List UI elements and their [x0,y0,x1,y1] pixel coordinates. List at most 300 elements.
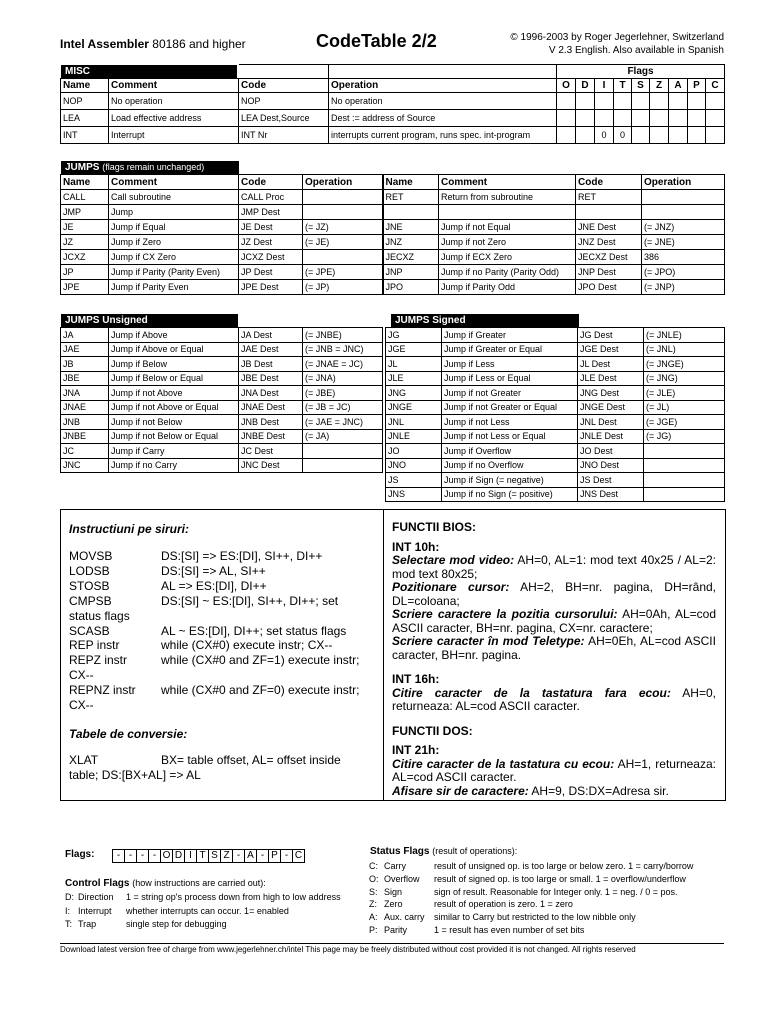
flag-legend-cell: O [160,849,173,863]
jump-comment: Jump if Equal [109,220,239,235]
jump-code: JO Dest [578,444,644,459]
jump-code: JCXZ Dest [239,250,303,265]
jump-op: (= JZ) [303,220,383,235]
misc-name: LEA [61,110,109,127]
jumps-subtitle: (flags remain unchanged) [102,162,205,172]
unsigned-title: JUMPS Unsigned [61,314,238,327]
flag-legend-cell: - [124,849,137,863]
jump-code: JNE Dest [576,220,642,235]
jump-comment: Jump if not Less or Equal [442,429,578,444]
jump-comment [439,205,576,220]
jump-op: (= JNB = JNC) [303,342,383,357]
flag-cell-i: 0 [595,127,614,144]
jump-name: JL [386,357,442,372]
string-instr-desc: AL ~ ES:[DI], DI++; set status flags [161,623,347,638]
jump-code: JB Dest [239,357,303,372]
jump-code: JNP Dest [576,265,642,280]
jump-code: JNA Dest [239,386,303,401]
conversion-title: Tabele de conversie: [69,727,188,741]
jump-name: JNB [61,415,109,430]
misc-header-name: Name [61,79,109,93]
flag-key: T: [65,919,73,929]
jumps-title-text: JUMPS [65,162,100,173]
misc-header-op: Operation [329,79,557,93]
jump-name: JA [61,328,109,343]
unsigned-table [60,327,383,473]
jump-name [383,205,439,220]
flag-key: Z: [369,899,377,910]
jump-row [61,190,725,205]
flag-key: D: [65,892,74,902]
jump-row [386,357,725,372]
flag-cell-o [557,127,576,144]
misc-row [61,93,725,110]
flag-cell-z [650,127,669,144]
jump-comment: Jump if Less [442,357,578,372]
jump-comment: Jump if no Parity (Parity Odd) [439,265,576,280]
jump-row [61,328,383,343]
jump-op: (= JE) [303,235,383,250]
flag-desc: 1 = string op's process down from high to low address [126,892,341,902]
flag-cell-o [557,93,576,110]
jump-comment: Jump if CX Zero [109,250,239,265]
jump-code: CALL Proc [239,190,303,205]
flag-header-o: O [557,79,576,93]
jump-op: Operation [303,175,383,190]
bios-line4: AH=0Eh, AL=cod ASCII caracter, BH=nr. pagina. [392,634,716,662]
flag-cell-a [669,127,688,144]
jump-comment: Jump if Overflow [442,444,578,459]
flag-legend-cell: Z [220,849,233,863]
jump-code: JNS Dest [578,487,644,502]
flag-desc: result of operation is zero. 1 = zero [434,899,573,910]
jump-name: JNZ [383,235,439,250]
jump-op: (= JP) [303,280,383,295]
jump-comment: Jump if not Greater or Equal [442,400,578,415]
jump-name: JNE [383,220,439,235]
jump-name: JBE [61,371,109,386]
jump-name: JZ [61,235,109,250]
flag-cell-s [632,110,650,127]
string-instr: status flags [69,608,130,623]
jump-comment: Jump if not Less [442,415,578,430]
jump-comment: Jump if no Overflow [442,458,578,473]
flag-cell-t [614,93,632,110]
bios-line2: AH=2, BH=nr. pagina, DH=rând, DL=coloana; [392,580,716,608]
jump-name: JP [61,265,109,280]
flag-name: Overflow [384,873,420,884]
jump-code: JP Dest [239,265,303,280]
flag-desc: 1 = result has even number of set bits [434,925,585,935]
jump-comment: Jump if Parity Odd [439,280,576,295]
flag-legend-cell: A [244,849,257,863]
jump-comment: Return from subroutine [439,190,576,205]
jump-name: JNL [386,415,442,430]
jump-row [61,444,383,459]
jump-code: JNO Dest [578,458,644,473]
flag-name: Zero [384,899,403,910]
jump-code: JPO Dest [576,280,642,295]
flag-cell-c [706,110,725,127]
flag-legend-cell: I [184,849,197,863]
flag-cell-p [688,127,706,144]
jump-code: JE Dest [239,220,303,235]
jump-comment: Call subroutine [109,190,239,205]
flag-header-p: P [688,79,706,93]
footer-note: Download latest version free of charge from www.jegerlehner.ch/intel This page may be freely distributed without cost provided it is not changed. All rights reserved [60,943,724,954]
flag-name: Direction [78,892,114,902]
jump-op: (= JAE = JNC) [303,415,383,430]
jump-comment: Jump if no Carry [109,458,239,473]
jump-name: JO [386,444,442,459]
flag-header-z: Z [650,79,669,93]
jump-row [61,205,725,220]
flag-name: Trap [78,919,97,929]
jump-op [644,473,725,488]
jump-row [61,371,383,386]
jump-op: (= JNLE) [644,328,725,343]
jump-comment: Jump if Greater [442,328,578,343]
jump-comment: Jump if no Sign (= positive) [442,487,578,502]
flag-key: O: [369,873,379,884]
flag-legend-cell: T [196,849,209,863]
misc-code: INT Nr [239,127,329,144]
control-flags-sub: (how instructions are carried out): [132,878,266,888]
signed-title: JUMPS Signed [391,314,579,327]
flag-cell-a [669,110,688,127]
misc-op: Dest := address of Source [329,110,557,127]
misc-op: No operation [329,93,557,110]
jump-code: JNZ Dest [576,235,642,250]
jump-op: 386 [642,250,725,265]
jump-op: (= JB = JC) [303,400,383,415]
jump-comment: Jump if not Above [109,386,239,401]
jump-op: (= JNL) [644,342,725,357]
jump-op [644,487,725,502]
jump-comment: Jump if Above or Equal [109,342,239,357]
flag-cell-z [650,110,669,127]
flag-legend-cell: C [292,849,305,863]
string-instr: CMPSB [69,593,112,608]
flag-name: Interrupt [78,905,112,916]
jump-name: JNBE [61,429,109,444]
header-product-sub: 80186 and higher [152,37,246,51]
jump-code: JNB Dest [239,415,303,430]
jump-code: JNLE Dest [578,429,644,444]
flag-key: A: [369,912,378,923]
jump-row [61,357,383,372]
flag-desc: result of signed op. is too large or small. 1 = overflow/underflow [434,873,686,884]
jump-code: JNG Dest [578,386,644,401]
misc-row [61,110,725,127]
jump-comment: Jump if Above [109,328,239,343]
jump-comment: Jump if not Below [109,415,239,430]
jump-name: CALL [61,190,109,205]
string-instr-desc: AL => ES:[DI], DI++ [161,578,267,593]
header-left [60,37,246,51]
flag-cell-c [706,127,725,144]
jump-code: JA Dest [239,328,303,343]
jump-name: JNC [61,458,109,473]
bios-line5-key: Citire caracter de la tastatura fara ecou: [392,685,671,700]
jump-comment: Jump if Below or Equal [109,371,239,386]
dos-line1-key: Citire caracter de la tastatura cu ecou: [392,756,615,771]
jump-name: JCXZ [61,250,109,265]
jump-comment: Jump if not Greater [442,386,578,401]
misc-comment: No operation [109,93,239,110]
misc-name: NOP [61,93,109,110]
jump-row [386,487,725,502]
jump-name: JPE [61,280,109,295]
flag-cell-t: 0 [614,127,632,144]
string-instr-desc: DS:[SI] => ES:[DI], SI++, DI++ [161,549,323,563]
flag-cell-d [576,110,595,127]
jump-op: (= JNAE = JC) [303,357,383,372]
jump-code: JZ Dest [239,235,303,250]
flag-key: I: [65,905,71,916]
dos-line2: AH=9, DS:DX=Adresa sir. [528,783,669,798]
flag-cell-z [650,93,669,110]
bios-line5: AH=0, returneaza: AL=cod ASCII caracter. [392,685,716,713]
jump-row [386,342,725,357]
jump-code: JPE Dest [239,280,303,295]
jump-op [644,458,725,473]
jump-op: (= JPO) [642,265,725,280]
flag-name: Sign [384,886,403,897]
strings-title: Instructiuni pe siruri: [69,522,190,536]
bios-line1-key: Selectare mod video: [392,553,515,567]
jump-op [303,250,383,265]
jump-code: RET [576,190,642,205]
flag-desc: result of unsigned op. is too large or below zero. 1 = carry/borrow [434,861,694,871]
jump-name: JNAE [61,400,109,415]
jump-comment: Jump if Less or Equal [442,371,578,386]
misc-header-code: Code [239,79,329,93]
jump-row [386,400,725,415]
flag-cell-i [595,110,614,127]
jump-op: (= JNZ) [642,220,725,235]
jump-name: JG [386,328,442,343]
misc-table [60,64,725,144]
status-flags-heading [370,846,517,857]
jump-name: JS [386,473,442,488]
flag-legend-cell: - [256,849,269,863]
jump-op: (= JL) [644,400,725,415]
flag-legend-cell: S [208,849,221,863]
jump-row [61,235,725,250]
flag-desc: similar to Carry but restricted to the low nibble only [434,912,636,923]
jump-comment: Jump if Parity (Parity Even) [109,265,239,280]
jump-code: JS Dest [578,473,644,488]
misc-title: MISC [61,65,237,78]
string-instr-desc: while (CX#0 and ZF=0) execute instr; [161,683,360,698]
jump-row [61,342,383,357]
jump-comment: Jump if Sign (= negative) [442,473,578,488]
jump-op [303,190,383,205]
jump-name: JNO [386,458,442,473]
jump-op [303,444,383,459]
jump-name: JNLE [386,429,442,444]
xlat-key: XLAT [69,753,99,767]
flag-cell-i [595,93,614,110]
jump-row [386,371,725,386]
jump-comment: Jump if Below [109,357,239,372]
jump-row [61,429,383,444]
string-instr: SCASB [69,623,110,638]
jump-code: Code [239,175,303,190]
jump-code: JLE Dest [578,371,644,386]
flag-header-t: T [614,79,632,93]
bios-section [392,521,716,798]
jump-row [386,444,725,459]
jump-code: JNL Dest [578,415,644,430]
string-instr-desc: while (CX#0) execute instr; CX-- [161,638,333,653]
jump-name: JECXZ [383,250,439,265]
jump-code: JBE Dest [239,371,303,386]
jump-comment: Comment [109,175,239,190]
jumps-title [61,161,239,174]
flag-legend-cell: - [148,849,161,863]
jump-comment: Jump if Zero [109,235,239,250]
string-instr: MOVSB [69,549,113,563]
flag-header-d: D [576,79,595,93]
flag-header-a: A [669,79,688,93]
jumps-table [60,174,725,295]
string-instr: LODSB [69,563,110,578]
jump-row [61,386,383,401]
string-instr: CX-- [69,668,94,683]
dos-line2-key: Afisare sir de caractere: [392,783,529,798]
flag-cell-a [669,93,688,110]
flag-header-s: S [632,79,650,93]
version-note: V 2.3 English. Also available in Spanish [548,45,724,56]
misc-comment: Interrupt [109,127,239,144]
jump-name: JMP [61,205,109,220]
jump-row [61,415,383,430]
string-instr-desc: while (CX#0 and ZF=1) execute instr; [161,653,360,668]
jump-comment: Jump [109,205,239,220]
jump-code: Code [576,175,642,190]
jump-op [642,205,725,220]
flag-name: Parity [384,925,408,935]
jump-row [386,415,725,430]
jump-comment: Comment [439,175,576,190]
jump-row [61,175,725,190]
jump-row [61,250,725,265]
jump-name: JAE [61,342,109,357]
jump-code: JECXZ Dest [576,250,642,265]
misc-op: interrupts current program, runs spec. int-program [329,127,557,144]
jump-code [576,205,642,220]
jump-comment: Jump if Carry [109,444,239,459]
jump-row [61,220,725,235]
jump-op: (= JNGE) [644,357,725,372]
flag-key: S: [369,886,378,897]
jump-op: (= JPE) [303,265,383,280]
int16-title: INT 16h: [392,672,440,686]
jump-name: JNP [383,265,439,280]
bios-line3: AH=0Ah, AL=cod ASCII caracter, BH=nr. pagina, CX=nr. caractere; [392,607,716,635]
jump-op: (= JNP) [642,280,725,295]
jump-op: (= JBE) [303,386,383,401]
jump-comment: Jump if Parity Even [109,280,239,295]
jump-code: JNC Dest [239,458,303,473]
jump-comment: Jump if not Zero [439,235,576,250]
flag-legend-cell: - [232,849,245,863]
jump-name: JE [61,220,109,235]
flag-key: C: [369,861,378,871]
jump-op: (= JNBE) [303,328,383,343]
flag-desc: single step for debugging [126,919,227,929]
jump-op [644,444,725,459]
jump-code: JAE Dest [239,342,303,357]
jump-comment: Jump if not Equal [439,220,576,235]
flag-cell-p [688,110,706,127]
flag-cell-c [706,93,725,110]
jump-comment: Jump if not Below or Equal [109,429,239,444]
xlat-value: BX= table offset, AL= offset inside [161,753,341,767]
bios-line3-key: Scriere caractere la pozitia cursorului: [392,607,618,621]
jump-op: (= JNG) [644,371,725,386]
string-instr: REPNZ instr [69,683,136,698]
jump-name: JPO [383,280,439,295]
jump-code: JNAE Dest [239,400,303,415]
flag-name: Aux. carry [384,912,425,923]
dos-title: FUNCTII DOS: [392,723,473,738]
jump-name: JB [61,357,109,372]
flags-legend-label: Flags: [65,849,95,860]
flag-header-c: C [706,79,725,93]
jump-name: JNS [386,487,442,502]
flags-label: Flags [557,65,725,79]
string-instr-desc: DS:[SI] ~ ES:[DI], SI++, DI++; set [161,593,339,608]
jump-row [386,458,725,473]
flag-cell-o [557,110,576,127]
flag-header-i: I [595,79,614,93]
jump-name: Name [61,175,109,190]
flag-legend-cell: - [136,849,149,863]
jump-code: JNGE Dest [578,400,644,415]
dos-line1: AH=1, returneaza: AL=cod ASCII caracter. [392,756,716,784]
jump-name: JGE [386,342,442,357]
flag-cell-s [632,93,650,110]
jump-row [386,386,725,401]
flag-key: P: [369,925,378,935]
jump-name: JNA [61,386,109,401]
flag-desc: sign of result. Reasonable for Integer only. 1 = neg. / 0 = pos. [434,886,678,897]
flag-cell-d [576,127,595,144]
status-flags-title: Status Flags [370,846,430,857]
misc-header-comment: Comment [109,79,239,93]
flag-legend-cell: - [280,849,293,863]
copyright: © 1996-2003 by Roger Jegerlehner, Switzerland [510,32,724,43]
misc-row [61,127,725,144]
jump-op [303,458,383,473]
string-instr: CX-- [69,698,94,712]
flag-name: Carry [384,861,406,871]
jump-code: JMP Dest [239,205,303,220]
misc-name: INT [61,127,109,144]
jump-op: Operation [642,175,725,190]
jump-name: JC [61,444,109,459]
header-right [470,31,724,57]
jump-op: (= JGE) [644,415,725,430]
jump-code: JNBE Dest [239,429,303,444]
jump-code: JGE Dest [578,342,644,357]
jump-row [386,328,725,343]
flag-cell-d [576,93,595,110]
jump-name: JNGE [386,400,442,415]
